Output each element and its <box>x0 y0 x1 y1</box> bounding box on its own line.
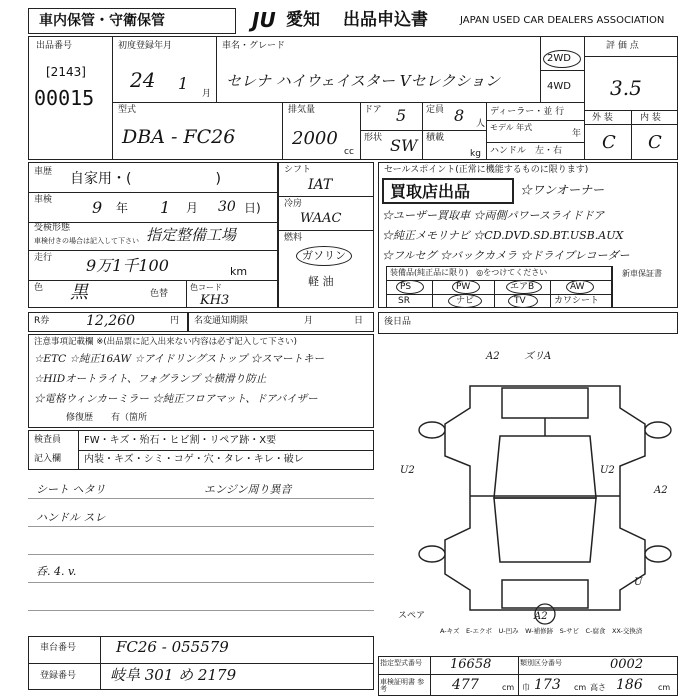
note-1: シート ヘタリ <box>36 483 106 496</box>
seats-value: 8 <box>454 106 465 125</box>
accept-label: 受検形態 <box>34 223 71 233</box>
checker-interior: 内装・キズ・シミ・コゲ・穴・タレ・キレ・破レ <box>84 454 304 465</box>
aircon-label: 冷房 <box>284 199 303 209</box>
category-value: 0002 <box>610 657 644 672</box>
diagram-mark-7: A2 <box>534 611 548 622</box>
length-unit: cm <box>502 683 515 692</box>
repair-history: 修復歴 有（箇所 <box>66 413 148 423</box>
sales-line-2: ☆純正メモリナビ ☆CD.DVD.SD.BT.USB.AUX <box>382 229 624 242</box>
seats-label: 定員 <box>426 105 445 115</box>
load-label: 積載 <box>426 133 445 143</box>
color-change-label: 色替 <box>150 289 169 299</box>
car-name-label: 車名・グレード <box>222 41 286 51</box>
rear-box <box>378 312 678 334</box>
seats-unit: 人 <box>476 119 486 129</box>
designation-value: 16658 <box>450 657 492 672</box>
doors-value: 5 <box>396 106 407 125</box>
note-5: 呑. 4. v. <box>36 565 77 578</box>
registration-month-unit: 月 <box>202 89 212 99</box>
shape-value: SW <box>390 136 418 155</box>
accept-value: 指定整備工場 <box>146 226 237 244</box>
diagram-legend: A-キズ E-エクボ U-凹み W-補修跡 S-サビ C-腐食 XX-交換済 <box>440 627 643 635</box>
score-value: 3.5 <box>610 76 642 100</box>
shape-label: 形状 <box>364 133 383 143</box>
model-year-unit: 年 <box>572 129 582 139</box>
storage-box <box>28 8 236 34</box>
plate-label: 登録番号 <box>40 671 77 681</box>
color-code: KH3 <box>200 293 230 308</box>
diagram-mark-2: ズリA <box>524 351 552 362</box>
equip-sr: SR <box>398 296 410 306</box>
plate-value: 岐阜 301 め 2179 <box>110 666 237 684</box>
attention-line-3: ☆電格ウィンカーミラー ☆純正フロアマット、ドアバイザー <box>34 393 318 405</box>
title-aichi: 愛知 <box>286 10 320 30</box>
inspection-day: 30 <box>218 199 236 215</box>
inspection-label: 車検 <box>34 195 53 205</box>
registration-year: 24 <box>130 68 156 92</box>
doors-label: ドア <box>364 105 382 115</box>
sales-line-1: ☆ユーザー買取車 ☆両側パワースライドドア <box>382 209 605 222</box>
diagram-mark-1: A2 <box>486 351 500 362</box>
sales-stamp-box <box>382 178 514 204</box>
inspection-day-unit: 日) <box>244 201 261 215</box>
model-label: 型式 <box>118 105 137 115</box>
lot-number: 00015 <box>34 86 95 110</box>
model-year-label: モデル 年式 <box>490 123 533 132</box>
category-label: 類別区分番号 <box>520 659 562 667</box>
inspection-year-unit: 年 <box>116 201 129 215</box>
fuel-gas: ガソリン <box>302 249 346 262</box>
interior-score: C <box>648 132 662 153</box>
notice-month: 月 <box>304 316 314 326</box>
model-value: DBA - FC26 <box>122 126 236 148</box>
length-label: 車検証明書 参考 <box>380 678 425 693</box>
height-label: 高さ <box>590 683 606 692</box>
drive-2wd: 2WD <box>547 53 571 64</box>
load-unit: kg <box>470 149 481 159</box>
checker-label-1: 検査員 <box>34 435 62 445</box>
fuel-light: 軽 油 <box>308 275 334 288</box>
car-name-value: セレナ ハイウェイスター Vセレクション <box>226 72 501 90</box>
diagram-mark-3: U2 <box>400 465 415 476</box>
equip-airbag: エアB <box>510 282 535 292</box>
drive-4wd: 4WD <box>547 81 571 92</box>
notice-day: 日 <box>354 316 364 326</box>
equip-ps: PS <box>400 282 412 292</box>
sales-label: セールスポイント(正常に機能するものに限ります) <box>384 165 589 175</box>
history-label: 車歴 <box>34 167 53 177</box>
checker-fw: FW・キズ・殆石・ヒビ割・リペア跡・X要 <box>84 435 277 446</box>
shift-label: シフト <box>284 165 312 175</box>
equip-aw: AW <box>570 282 585 292</box>
width-value: 173 <box>534 677 561 693</box>
equipment-label: 装備品(純正品に限り) ◎をつけてください <box>390 268 548 277</box>
shift-value: IAT <box>308 177 333 193</box>
one-owner: ☆ワンオーナー <box>520 183 605 197</box>
dealer-label: ディーラー・並 行 <box>490 107 565 117</box>
width-unit: cm <box>574 683 587 692</box>
designation-label: 指定型式番号 <box>380 659 422 667</box>
recycle-label: R券 <box>34 316 50 326</box>
attention-label: 注意事項記載欄 ※(出品票に記入出来ない内容は必ず記入して下さい) <box>34 337 297 347</box>
engine-note: エンジン周り異音 <box>204 483 292 496</box>
rear-label: 後日品 <box>384 317 412 327</box>
checker-label-2: 記入欄 <box>34 454 62 464</box>
equip-navi: ナビ <box>456 296 475 306</box>
height-unit: cm <box>658 683 671 692</box>
attention-line-2: ☆HIDオートライト、フォグランプ ☆横滑り防止 <box>34 373 267 385</box>
color-label: 色 <box>34 283 44 293</box>
interior-label: 内 装 <box>640 113 661 123</box>
new-car-warranty-label: 新車保証書 <box>622 269 662 278</box>
notice-label: 名変通知期限 <box>194 316 249 326</box>
equip-pw: PW <box>456 282 471 292</box>
sales-stamp: 買取店出品 <box>390 182 471 201</box>
recycle-value: 12,260 <box>86 313 135 329</box>
accept-sub: 車検付きの場合は記入して下さい <box>34 237 139 245</box>
inspection-month: 1 <box>160 198 171 217</box>
ja-logo: JU <box>252 8 276 32</box>
sales-line-3: ☆フルセグ ☆バックカメラ ☆ドライブレコーダー <box>382 249 630 262</box>
displacement-label: 排気量 <box>288 105 316 115</box>
color-value: 黒 <box>70 282 88 303</box>
length-value: 477 <box>452 677 479 693</box>
mileage-value: 9万1千100 <box>86 256 169 275</box>
spare-label: スペア <box>398 611 426 621</box>
displacement-unit: cc <box>344 147 354 157</box>
equip-tv: TV <box>514 296 526 306</box>
fuel-label: 燃料 <box>284 233 303 243</box>
aircon-value: WAAC <box>300 211 342 226</box>
handle-label: ハンドル 左・右 <box>490 146 563 156</box>
chassis-value: FC26 - 055579 <box>116 638 229 656</box>
exterior-score: C <box>602 132 616 153</box>
title-form: 出品申込書 <box>343 10 428 30</box>
inspection-year: 9 <box>92 198 103 217</box>
history-value: 自家用・( ) <box>70 171 221 187</box>
exterior-label: 外 装 <box>592 113 613 123</box>
equip-leather-seat: カワシート <box>554 296 600 306</box>
score-label: 評 価 点 <box>606 41 639 51</box>
chassis-label: 車台番号 <box>40 643 77 653</box>
color-code-label: 色コード <box>190 283 222 292</box>
height-value: 186 <box>616 677 643 693</box>
mileage-unit: km <box>230 265 248 278</box>
attention-line-1: ☆ETC ☆純正16AW ☆アイドリングストップ ☆スマートキー <box>34 353 324 365</box>
inspection-month-unit: 月 <box>186 201 199 215</box>
displacement-value: 2000 <box>292 128 338 149</box>
title-english: JAPAN USED CAR DEALERS ASSOCIATION <box>460 15 665 26</box>
lot-sub: [2143] <box>46 65 86 79</box>
diagram-mark-6: U <box>634 577 643 588</box>
mileage-label: 走行 <box>34 253 53 263</box>
registration-month: 1 <box>178 74 189 93</box>
diagram-mark-5: A2 <box>654 485 668 496</box>
width-label: 巾 <box>522 683 530 692</box>
registration-label: 初度登録年月 <box>118 41 173 51</box>
recycle-unit: 円 <box>170 316 180 326</box>
lot-label: 出品番号 <box>36 41 73 51</box>
diagram-mark-4: U2 <box>600 465 615 476</box>
storage-text: 車内保管・守衛保管 <box>39 13 165 29</box>
note-2: ハンドル スレ <box>36 511 106 524</box>
